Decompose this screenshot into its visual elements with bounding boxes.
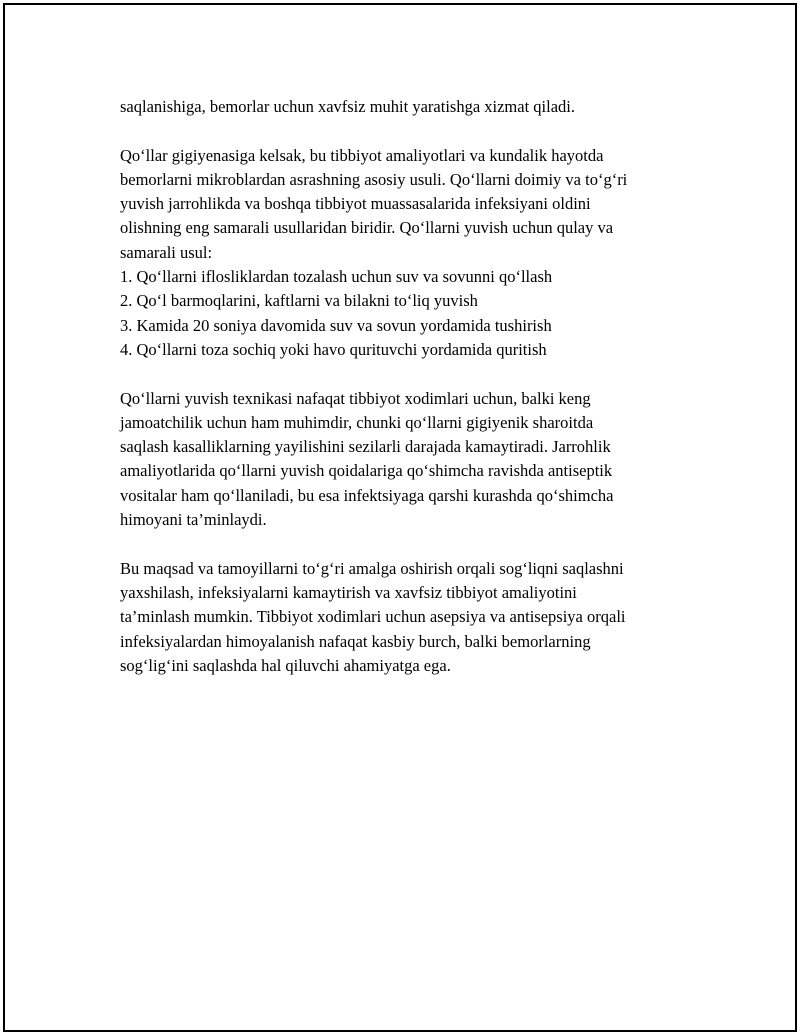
text-line: sog‘lig‘ini saqlashda hal qiluvchi ahamiyatga ega. xyxy=(120,655,451,675)
text-line: olishning eng samarali usullaridan biridir. Qo‘llarni yuvish uchun qulay va xyxy=(120,218,614,238)
text-line: infeksiyalardan himoyalanish nafaqat kasbiy burch, balki bemorlarning xyxy=(120,631,591,651)
text-line: himoyani ta’minlaydi. xyxy=(120,510,267,530)
text-line: vositalar ham qo‘llaniladi, bu esa infektsiyaga qarshi kurashda qo‘shimcha xyxy=(120,485,614,505)
list-item: 4. Qo‘llarni toza sochiq yoki havo qurituvchi yordamida quritish xyxy=(120,339,547,359)
text-line: saqlash kasalliklarning yayilishini sezilarli darajada kamaytiradi. Jarrohlik xyxy=(120,437,611,457)
paragraph-hand-hygiene xyxy=(120,144,710,363)
paragraph-continuation xyxy=(120,95,710,119)
text-line: amaliyotlarida qo‘llarni yuvish qoidalariga qo‘shimcha ravishda antiseptik xyxy=(120,461,613,481)
text-line: bemorlarni mikroblardan asrashning asosiy usuli. Qo‘llarni doimiy va to‘g‘ri xyxy=(120,169,628,189)
text-line: Qo‘llar gigiyenasiga kelsak, bu tibbiyot amaliyotlari va kundalik hayotda xyxy=(120,145,604,165)
paragraph-conclusion xyxy=(120,557,710,678)
paragraph-washing-technique xyxy=(120,387,710,533)
text-line: saqlanishiga, bemorlar uchun xavfsiz muhit yaratishga xizmat qiladi. xyxy=(120,97,575,116)
list-item: 3. Kamida 20 soniya davomida suv va sovun yordamida tushirish xyxy=(120,315,552,335)
document-body xyxy=(120,95,710,702)
document-page xyxy=(3,3,797,1032)
text-line: Bu maqsad va tamoyillarni to‘g‘ri amalga oshirish orqali sog‘liqni saqlashni xyxy=(120,558,624,578)
text-line: ta’minlash mumkin. Tibbiyot xodimlari uchun asepsiya va antisepsiya orqali xyxy=(120,607,626,627)
text-line: yaxshilash, infeksiyalarni kamaytirish va xavfsiz tibbiyot amaliyotini xyxy=(120,582,577,602)
list-item: 1. Qo‘llarni iflosliklardan tozalash uchun suv va sovunni qo‘llash xyxy=(120,267,553,287)
text-line: samarali usul: xyxy=(120,242,213,262)
text-line: jamoatchilik uchun ham muhimdir, chunki qo‘llarni gigiyenik sharoitda xyxy=(120,412,594,432)
text-line: Qo‘llarni yuvish texnikasi nafaqat tibbiyot xodimlari uchun, balki keng xyxy=(120,388,591,408)
text-line: yuvish jarrohlikda va boshqa tibbiyot muassasalarida infeksiyani oldini xyxy=(120,194,591,214)
list-item: 2. Qo‘l barmoqlarini, kaftlarni va bilakni to‘liq yuvish xyxy=(120,291,478,311)
